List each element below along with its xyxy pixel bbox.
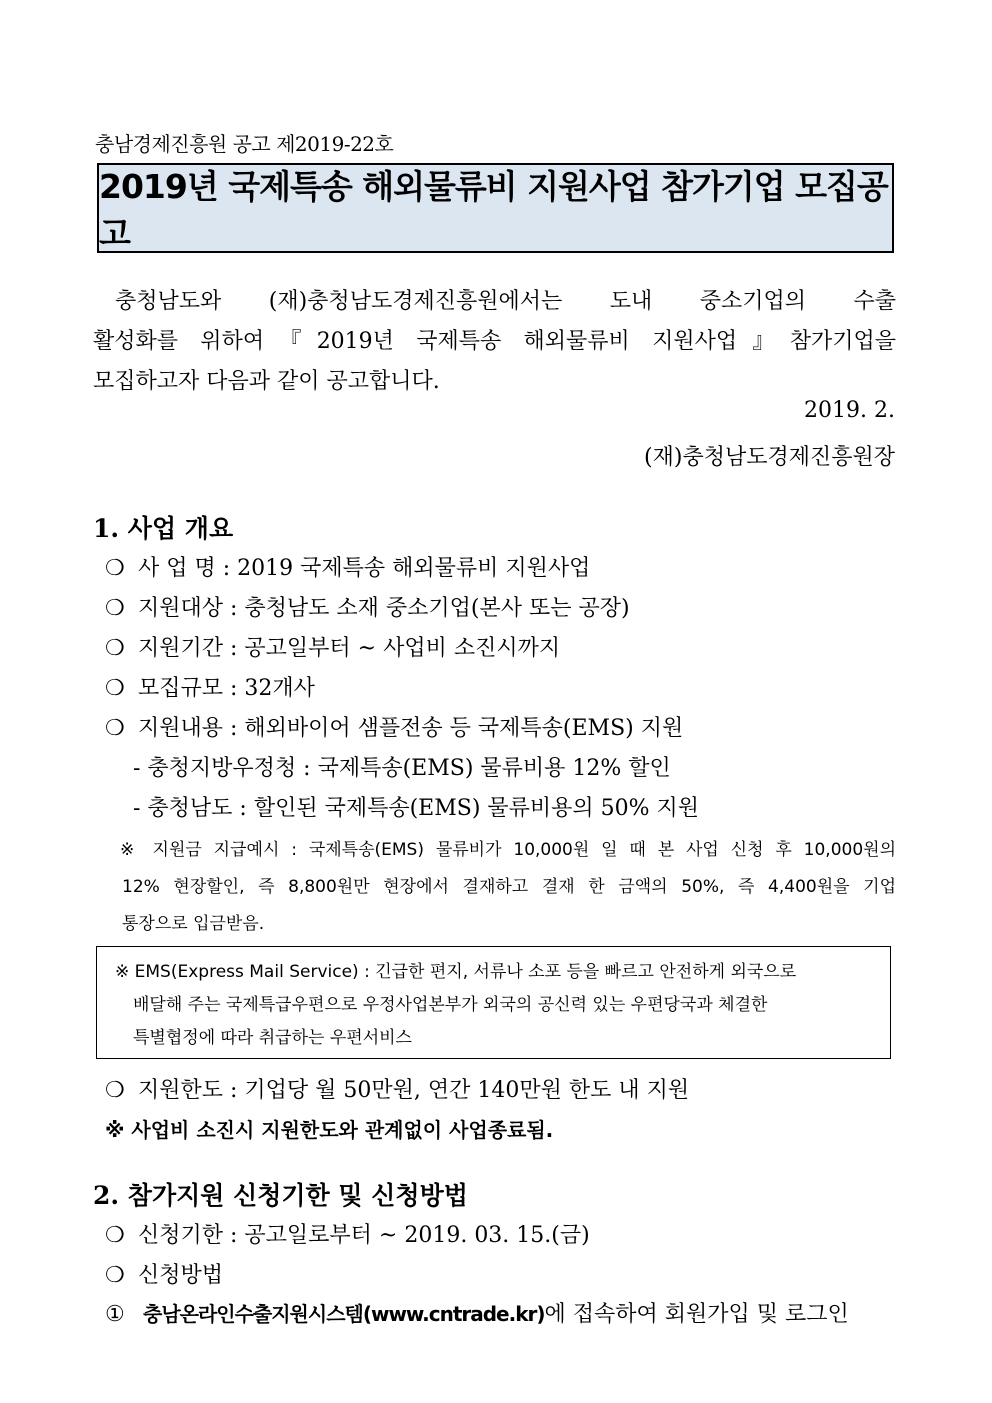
item-text: 사 업 명 : 2019 국제특송 해외물류비 지원사업 (138, 556, 591, 581)
title-box (97, 163, 894, 253)
intro-line-3: 모집하고자 다음과 같이 공고합니다. (93, 369, 440, 394)
ems-line-1: ※ EMS(Express Mail Service) : 긴급한 편지, 서류나 소포 등을 빠르고 안전하게 외국으로 (115, 962, 797, 982)
intro-line-1: 충청남도와 (재)충청남도경제진흥원에서는 도내 중소기업의 수출 (115, 289, 896, 314)
item-text: 신청방법 (138, 1263, 224, 1288)
item-text: 지원기간 : 공고일부터 ~ 사업비 소진시까지 (138, 636, 561, 661)
circle-bullet-icon: ❍ (105, 1078, 125, 1103)
item-text: 신청기한 : 공고일로부터 ~ 2019. 03. 15.(금) (138, 1223, 590, 1248)
item-text: 지원한도 : 기업당 월 50만원, 연간 140만원 한도 내 지원 (138, 1078, 690, 1103)
page-title: 2019년 국제특송 해외물류비 지원사업 참가기업 모집공고 (99, 167, 888, 253)
list-item (105, 631, 560, 662)
list-item (105, 1258, 223, 1289)
intro-paragraph (93, 282, 896, 402)
application-step-1 (105, 1297, 849, 1328)
circle-bullet-icon: ❍ (105, 716, 125, 741)
note-line-1: ※ 지원금 지급예시 : 국제특송(EMS) 물류비가 10,000원 일 때 본 사업 신청 후 10,000원의 (120, 840, 896, 860)
note-line-3: 통장으로 입금받음. (122, 914, 265, 934)
payment-example-note (120, 832, 896, 943)
list-item (105, 711, 683, 742)
note-line-2: 12% 현장할인, 즉 8,800원만 현장에서 결재하고 결재 한 금액의 50%, 즉 4,400원을 기업 (122, 877, 896, 897)
ems-line-3: 특별협정에 따라 취급하는 우편서비스 (133, 1028, 412, 1048)
sub-item: - 충청지방우정청 : 국제특송(EMS) 물류비용 12% 할인 (133, 756, 671, 781)
notice-date: 2019. 2. (804, 398, 895, 423)
section-1-heading: 1. 사업 개요 (93, 514, 234, 543)
notice-number: 충남경제진흥원 공고 제2019-22호 (95, 132, 394, 156)
ems-line-2: 배달해 주는 국제특급우편으로 우정사업본부가 외국의 공신력 있는 우편당국과 체결한 (133, 995, 768, 1015)
budget-exhaustion-note: ※ 사업비 소진시 지원한도와 관계없이 사업종료됨. (105, 1118, 554, 1142)
circle-bullet-icon: ❍ (105, 1263, 125, 1288)
item-text: 모집규모 : 32개사 (138, 676, 315, 701)
ems-definition-box (96, 946, 891, 1059)
circle-bullet-icon: ❍ (105, 636, 125, 661)
intro-line-2: 활성화를 위하여『2019년 국제특송 해외물류비 지원사업』참가기업을 (93, 329, 896, 354)
list-item (105, 671, 315, 702)
list-item (105, 591, 630, 622)
section-2-heading: 2. 참가지원 신청기한 및 신청방법 (93, 1181, 468, 1210)
item-text: 지원내용 : 해외바이어 샘플전송 등 국제특송(EMS) 지원 (138, 716, 684, 741)
circle-bullet-icon: ❍ (105, 1223, 125, 1248)
circle-bullet-icon: ❍ (105, 676, 125, 701)
cntrade-site-link[interactable]: 충남온라인수출지원시스템(www.cntrade.kr) (143, 1302, 545, 1326)
circle-bullet-icon: ❍ (105, 596, 125, 621)
issuer: (재)충청남도경제진흥원장 (644, 445, 895, 470)
list-item (105, 551, 590, 582)
list-item (105, 1073, 689, 1104)
step-number: ① (105, 1302, 125, 1327)
item-text: 지원대상 : 충청남도 소재 중소기업(본사 또는 공장) (138, 596, 630, 621)
step-text: 에 접속하여 회원가입 및 로그인 (544, 1302, 849, 1327)
sub-item: - 충청남도 : 할인된 국제특송(EMS) 물류비용의 50% 지원 (133, 796, 700, 821)
list-item (105, 1218, 590, 1249)
circle-bullet-icon: ❍ (105, 556, 125, 581)
